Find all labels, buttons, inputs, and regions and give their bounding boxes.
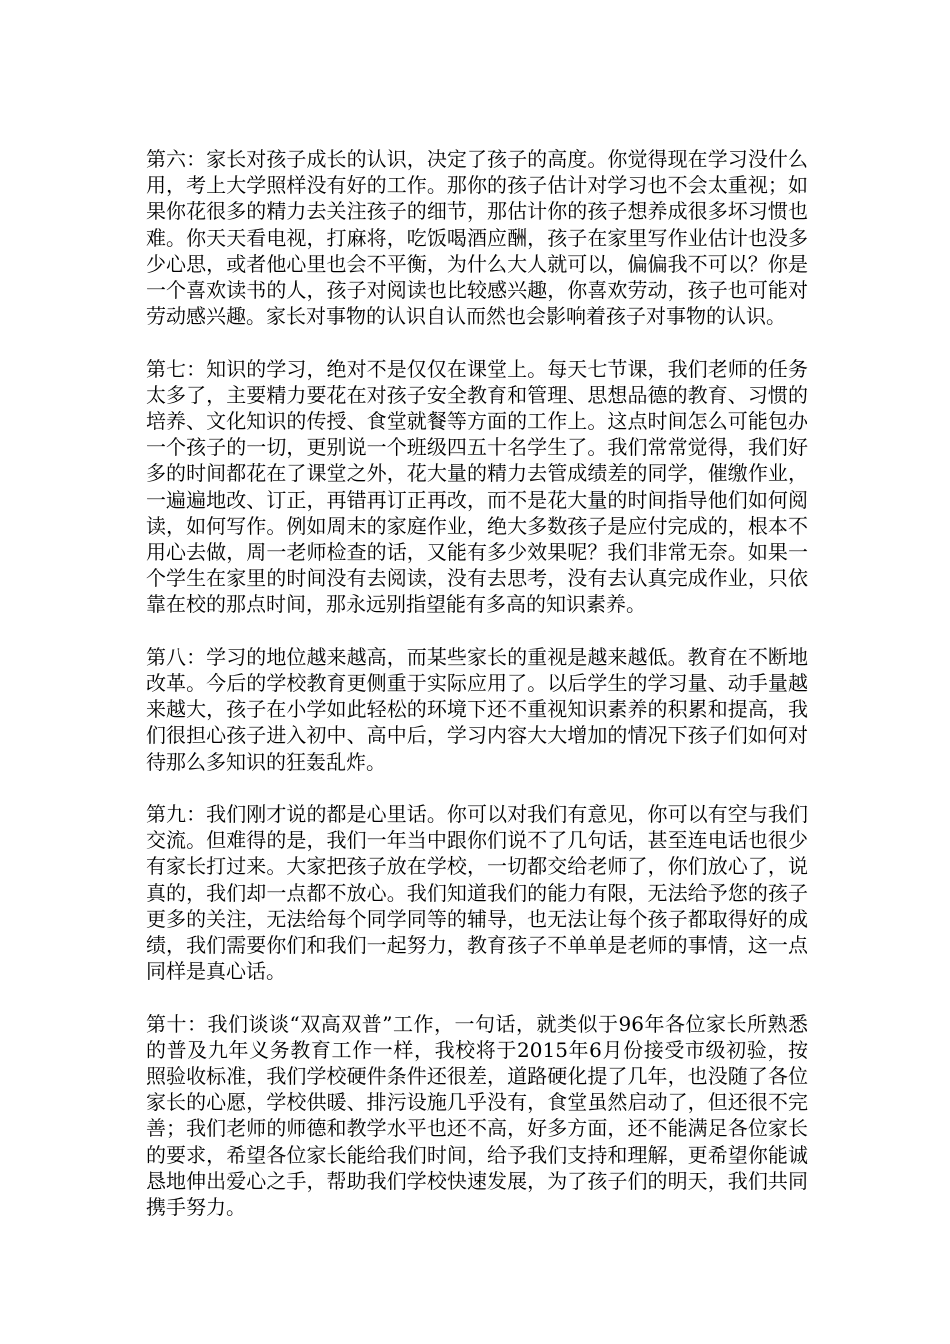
- paragraph-six: 第六：家长对孩子成长的认识，决定了孩子的高度。你觉得现在学习没什么用，考上大学照样没有好的工作。那你的孩子估计对学习也不会太重视；如果你花很多的精力去关注孩子的细节，那估计你的孩子想养成很多坏习惯也难。你天天看电视，打麻将，吃饭喝酒应酬，孩子在家里写作业估计也没多少心思，或者他心里也会不平衡，为什么大人就可以，偏偏我不可以？你是一个喜欢读书的人，孩子对阅读也比较感兴趣，你喜欢劳动，孩子也可能对劳动感兴趣。家长对事物的认识自认而然也会影响着孩子对事物的认识。: [146, 147, 808, 329]
- paragraph-nine: 第九：我们刚才说的都是心里话。你可以对我们有意见，你可以有空与我们交流。但难得的是，我们一年当中跟你们说不了几句话，甚至连电话也很少有家长打过来。大家把孩子放在学校，一切都交给老师了，你们放心了，说真的，我们却一点都不放心。我们知道我们的能力有限，无法给予您的孩子更多的关注，无法给每个同学同等的辅导，也无法让每个孩子都取得好的成绩，我们需要你们和我们一起努力，教育孩子不单单是老师的事情，这一点同样是真心话。: [146, 802, 808, 984]
- document-page: [146, 146, 808, 1246]
- paragraph-seven: 第七：知识的学习，绝对不是仅仅在课堂上。每天七节课，我们老师的任务太多了，主要精力要花在对孩子安全教育和管理、思想品德的教育、习惯的培养、文化知识的传授、食堂就餐等方面的工作上。这点时间怎么可能包办一个孩子的一切，更别说一个班级四五十名学生了。我们常常觉得，我们好多的时间都花在了课堂之外，花大量的精力去管成绩差的同学，催缴作业，一遍遍地改、订正，再错再订正再改，而不是花大量的时间指导他们如何阅读，如何写作。例如周末的家庭作业，绝大多数孩子是应付完成的，根本不用心去做，周一老师检查的话，又能有多少效果呢？我们非常无奈。如果一个学生在家里的时间没有去阅读，没有去思考，没有去认真完成作业，只依靠在校的那点时间，那永远别指望能有多高的知识素养。: [146, 356, 808, 617]
- paragraph-eight: 第八：学习的地位越来越高，而某些家长的重视是越来越低。教育在不断地改革。今后的学校教育更侧重于实际应用了。以后学生的学习量、动手量越来越大，孩子在小学如此轻松的环境下还不重视知识素养的积累和提高，我们很担心孩子进入初中、高中后，学习内容大大增加的情况下孩子们如何对待那么多知识的狂轰乱炸。: [146, 644, 808, 774]
- paragraph-ten: 第十：我们谈谈“双高双普”工作，一句话，就类似于96年各位家长所熟悉的普及九年义务教育工作一样，我校将于2015年6月份接受市级初验，按照验收标准，我们学校硬件条件还很差，道路硬化提了几年，也没随了各位家长的心愿，学校供暖、排污设施几乎没有，食堂虽然启动了，但还很不完善；我们老师的师德和教学水平也还不高，好多方面，还不能满足各位家长的要求，希望各位家长能给我们时间，给予我们支持和理解，更希望你能诚恳地伸出爱心之手，帮助我们学校快速发展，为了孩子们的明天，我们共同携手努力。: [146, 1011, 808, 1220]
